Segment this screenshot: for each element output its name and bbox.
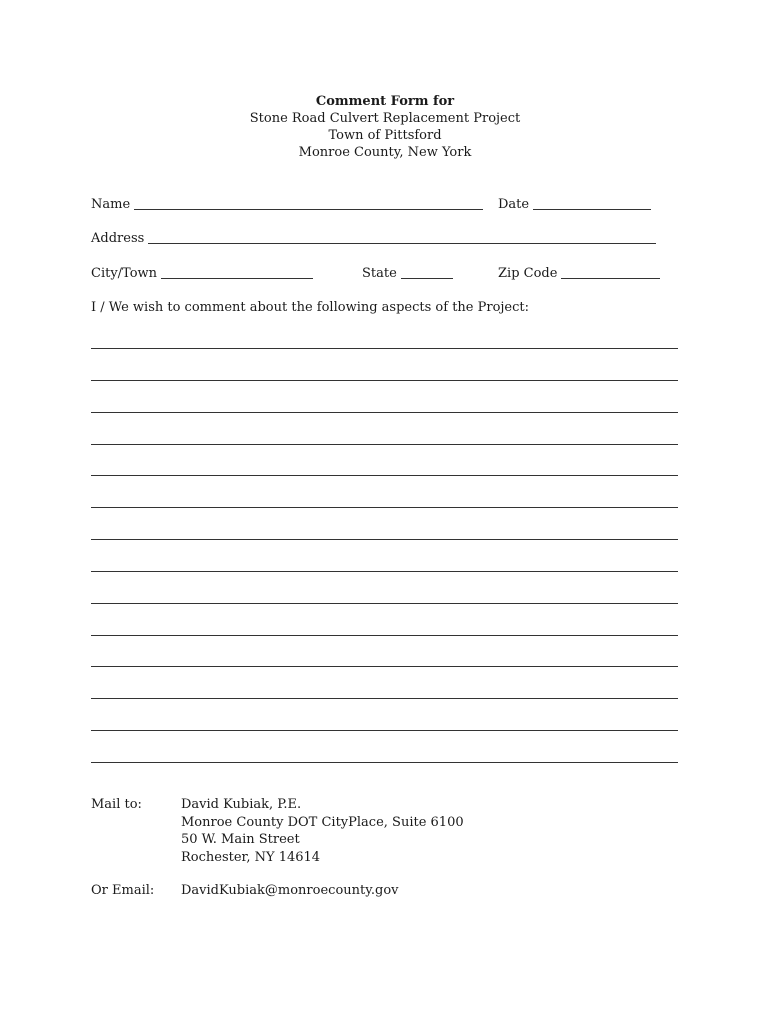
name-field[interactable] — [134, 196, 483, 210]
state-label: State — [362, 266, 397, 281]
comment-line[interactable] — [91, 571, 678, 603]
comment-line[interactable] — [91, 444, 678, 476]
date-field[interactable] — [533, 196, 651, 210]
state-field-group — [362, 265, 453, 283]
mail-recipient: David Kubiak, P.E. — [181, 797, 302, 812]
date-label: Date — [498, 197, 530, 212]
zip-field[interactable] — [561, 265, 660, 279]
comment-line[interactable] — [91, 635, 678, 667]
zip-field-group — [498, 265, 660, 283]
city-field[interactable] — [161, 265, 313, 279]
city-state-zip-row — [91, 265, 691, 283]
mail-address — [181, 796, 464, 866]
contact-info — [91, 796, 691, 900]
address-field[interactable] — [148, 230, 656, 244]
city-field-group — [91, 265, 313, 283]
mail-city: Rochester, NY 14614 — [181, 849, 321, 865]
address-label: Address — [91, 231, 145, 246]
state-field[interactable] — [401, 265, 453, 279]
name-field-group — [91, 196, 483, 214]
mail-office: Monroe County DOT CityPlace, Suite 6100 — [181, 814, 464, 830]
comment-line[interactable] — [91, 666, 678, 698]
mail-to-label: Mail to: — [91, 797, 142, 812]
mail-street: 50 W. Main Street — [181, 832, 300, 847]
project-name: Stone Road Culvert Replacement Project — [249, 111, 521, 126]
zip-label: Zip Code — [498, 266, 558, 281]
comment-line[interactable] — [91, 539, 678, 571]
form-title: Comment Form for — [315, 94, 455, 109]
email-block — [91, 882, 691, 900]
form-header — [0, 93, 770, 161]
comment-line[interactable] — [91, 412, 678, 444]
comment-lines[interactable] — [91, 348, 678, 794]
name-label: Name — [91, 197, 131, 212]
county-name: Monroe County, New York — [298, 145, 472, 160]
comment-line[interactable] — [91, 603, 678, 635]
address-row — [91, 230, 691, 248]
comment-line[interactable] — [91, 475, 678, 507]
comment-prompt: I / We wish to comment about the following aspects of the Project: — [91, 300, 530, 315]
town-name: Town of Pittsford — [328, 128, 442, 143]
date-field-group — [498, 196, 651, 214]
email-address[interactable]: DavidKubiak@monroecounty.gov — [181, 883, 399, 898]
comment-line[interactable] — [91, 380, 678, 412]
comment-line[interactable] — [91, 507, 678, 539]
name-date-row — [91, 196, 691, 214]
email-label: Or Email: — [91, 883, 155, 898]
mail-to-block — [91, 796, 691, 866]
comment-line[interactable] — [91, 730, 678, 762]
comment-line[interactable] — [91, 762, 678, 794]
comment-line[interactable] — [91, 698, 678, 730]
address-field-group — [91, 230, 656, 248]
city-label: City/Town — [91, 266, 158, 281]
comment-line[interactable] — [91, 348, 678, 380]
